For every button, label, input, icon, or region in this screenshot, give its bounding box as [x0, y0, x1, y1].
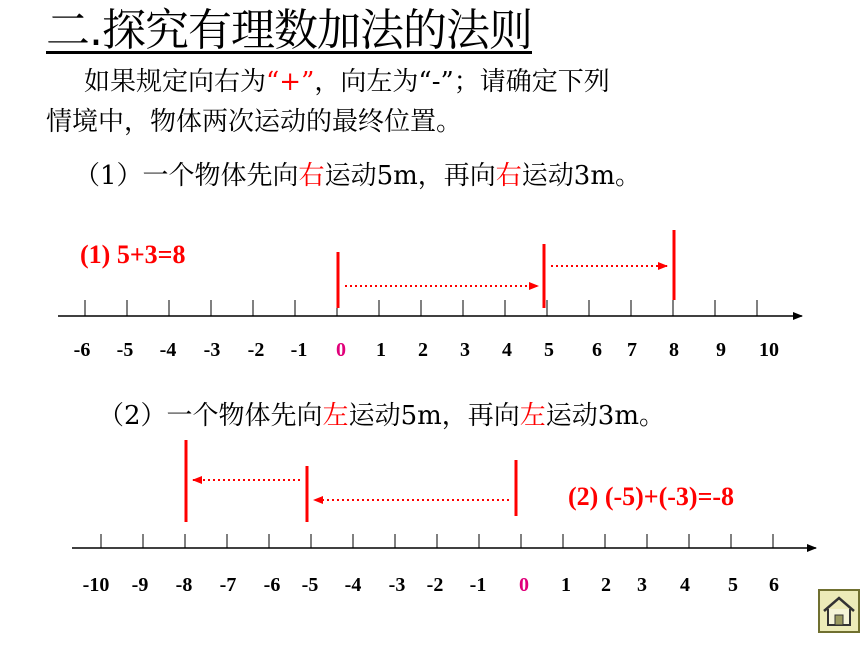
- tick-label-1: 7: [627, 339, 637, 361]
- tick-label-2: -6: [263, 574, 281, 596]
- home-button[interactable]: [818, 589, 860, 633]
- number-line-1: [58, 230, 802, 361]
- intro-line-2: 情境中，物体两次运动的最终位置。: [46, 107, 463, 137]
- tick-label-1: -2: [247, 339, 265, 361]
- tick-label-1: 9: [716, 339, 726, 361]
- tick-label-2: 5: [728, 574, 738, 596]
- case2-text-pre: （2）一个物体先向: [98, 401, 323, 431]
- home-icon: [820, 591, 858, 631]
- intro-text-a: 如果规定向右为: [84, 67, 267, 97]
- tick-label-1: -1: [290, 339, 308, 361]
- intro-text-c: ；请确定下列: [453, 67, 610, 97]
- tick-label-2: 4: [680, 574, 690, 596]
- tick-label-1: -4: [159, 339, 177, 361]
- tick-label-2: -7: [219, 574, 237, 596]
- number-line-2: [72, 440, 816, 596]
- tick-label-1: 2: [418, 339, 428, 361]
- tick-label-1: 5: [544, 339, 554, 361]
- tick-label-2: -2: [426, 574, 444, 596]
- tick-label-1: 1: [376, 339, 386, 361]
- tick-label-2: -5: [301, 574, 319, 596]
- case1-text-pre: （1）一个物体先向: [74, 161, 299, 191]
- tick-label-2: -1: [469, 574, 487, 596]
- intro-text-b: ，向左为: [314, 67, 419, 97]
- case2-direction-1: 左: [322, 401, 349, 431]
- tick-label-1: -3: [203, 339, 221, 361]
- tick-label-2: -3: [388, 574, 406, 596]
- tick-label-1: 6: [592, 339, 602, 361]
- tick-label-2: 2: [601, 574, 611, 596]
- tick-label-1: 10: [759, 339, 779, 361]
- case2-direction-2: 左: [519, 401, 546, 431]
- tick-label-1-zero: 0: [336, 339, 346, 361]
- minus-sign-label: “-”: [418, 67, 454, 97]
- tick-label-2: 3: [637, 574, 647, 596]
- tick-label-1: -6: [73, 339, 91, 361]
- case1-direction-1: 右: [298, 161, 325, 191]
- tick-label-2: -8: [175, 574, 193, 596]
- case2-text-post: 运动3m。: [545, 401, 665, 431]
- page-title: 二.探究有理数加法的法则: [46, 5, 532, 56]
- case1-text-post: 运动3m。: [521, 161, 641, 191]
- tick-label-1: 8: [669, 339, 679, 361]
- case1-text-mid: 运动5m，再向: [324, 161, 496, 191]
- tick-label-2: -4: [344, 574, 362, 596]
- case2-text-mid: 运动5m，再向: [348, 401, 520, 431]
- tick-label-2-zero: 0: [519, 574, 529, 596]
- case1-equation: (1) 5+3=8: [80, 240, 186, 269]
- tick-label-2: 6: [769, 574, 779, 596]
- tick-label-2: 1: [561, 574, 571, 596]
- tick-label-1: 3: [460, 339, 470, 361]
- tick-label-2: -9: [131, 574, 149, 596]
- plus-sign-label: “+”: [266, 67, 315, 97]
- tick-label-1: 4: [502, 339, 512, 361]
- tick-label-2: -10: [82, 574, 110, 596]
- case1-direction-2: 右: [495, 161, 522, 191]
- case2-equation: (2) (-5)+(-3)=-8: [568, 482, 735, 511]
- tick-label-1: -5: [116, 339, 134, 361]
